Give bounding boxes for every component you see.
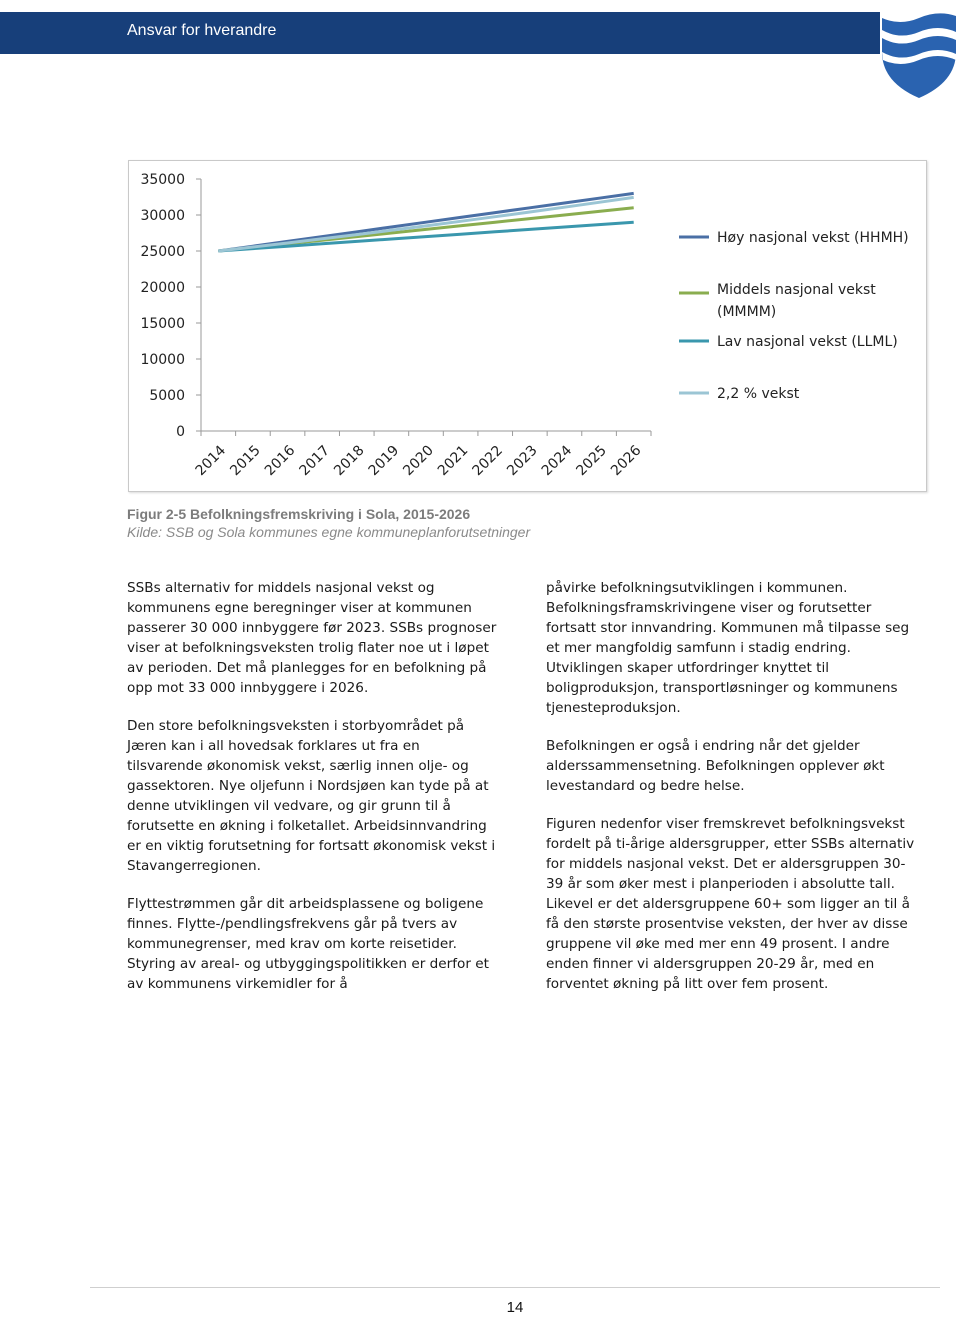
figure-title: Figur 2-5 Befolkningsfremskriving i Sola, 2015-2026 (127, 506, 471, 522)
paragraph: Den store befolkningsveksten i storbyområdet på Jæren kan i all hovedsak forklares ut fra en tilsvarende økonomisk vekst, særlig innen olje- og gassektoren. Nye oljefunn i Nordsjøen kan tyde på at denne utviklingen vil vedvare, og gir grunn til å forutsette en økning i folketallet. Arbeidsinnvandring er en viktig forutsetning for fortsatt økonomisk vekst i Stavangerregionen. (127, 718, 496, 874)
population-chart (128, 160, 927, 492)
figure-source: Kilde: SSB og Sola kommunes egne kommuneplanforutsetninger (127, 524, 531, 540)
y-tick-label: 5000 (149, 388, 185, 404)
legend-label: Høy nasjonal vekst (HHMH) (717, 230, 909, 246)
y-tick-label: 20000 (140, 280, 185, 296)
y-tick-label: 10000 (140, 352, 185, 368)
series-line-4 (218, 197, 633, 251)
body-column-right (546, 578, 916, 1012)
legend-label: 2,2 % vekst (717, 386, 800, 402)
paragraph: Figuren nedenfor viser fremskrevet befolkningsvekst fordelt på ti-årige aldersgrupper, etter SSBs alternativ for middels nasjonal vekst. Det er aldersgruppen 30-39 år som øker mest i planperioden i absolutte tall. Likevel er det aldersgruppene 60+ som ligger an til å få den største prosentvise veksten, der hver av disse gruppene vil øke med mer enn 49 prosent. I andre enden finner vi aldersgruppen 20-29 år, med en forventet økning på litt over fem prosent. (546, 816, 915, 992)
x-tick-label: 2016 (261, 442, 299, 480)
page-number: 14 (506, 1299, 524, 1316)
x-tick-label: 2023 (504, 442, 541, 480)
y-tick-label: 0 (176, 424, 185, 440)
y-tick-label: 15000 (140, 316, 185, 332)
header-title: Ansvar for hverandre (127, 22, 277, 39)
legend-label: Middels nasjonal vekst (717, 282, 876, 298)
x-tick-label: 2026 (608, 442, 645, 480)
y-tick-label: 30000 (140, 208, 185, 224)
chart-canvas (129, 161, 926, 491)
x-tick-label: 2021 (434, 442, 472, 480)
paragraph: SSBs alternativ for middels nasjonal vekst og kommunens egne beregninger viser at kommunen passerer 30 000 innbyggere før 2023. SSBs prognoser viser at befolkningsveksten trolig flater noe ut i løpet av perioden. Det må planlegges for en befolkning på opp mot 33 000 innbyggere i 2026. (127, 580, 497, 696)
paragraph: påvirke befolkningsutviklingen i kommunen. Befolkningsframskrivingene viser og forutsetter fortsatt stor innvandring. Kommunen må tilpasse seg et mer mangfoldig samfunn i stadig endring. Utviklingen skaper utfordringer knyttet til boligproduksjon, transportløsninger og kommunens tjenesteproduksjon. (546, 580, 910, 716)
x-tick-label: 2025 (573, 442, 610, 480)
x-tick-label: 2022 (469, 442, 507, 480)
legend-label: Lav nasjonal vekst (LLML) (717, 334, 898, 350)
x-tick-label: 2018 (331, 442, 368, 480)
paragraph: Flyttestrømmen går dit arbeidsplassene og boligene finnes. Flytte-/pendlingsfrekvens går på tvers av kommunegrenser, med krav om korte reisetider. Styring av areal- og utbyggingspolitikken er derfor et av kommunens virkemidler for å (127, 896, 489, 992)
body-column-left (127, 578, 497, 1012)
y-tick-label: 25000 (140, 244, 185, 260)
paragraph: Befolkningen er også i endring når det gjelder alderssammensetning. Befolkningen opplever økt levestandard og bedre helse. (546, 738, 885, 794)
x-tick-label: 2014 (192, 442, 230, 480)
y-tick-label: 35000 (140, 172, 185, 188)
shield-logo-icon (878, 0, 960, 100)
x-tick-label: 2017 (296, 442, 333, 480)
x-tick-label: 2019 (365, 442, 403, 480)
footer-divider (90, 1287, 940, 1288)
legend-label-continuation: (MMMM) (717, 304, 777, 320)
x-tick-label: 2015 (227, 442, 264, 480)
x-tick-label: 2020 (400, 442, 437, 480)
x-tick-label: 2024 (538, 442, 576, 480)
